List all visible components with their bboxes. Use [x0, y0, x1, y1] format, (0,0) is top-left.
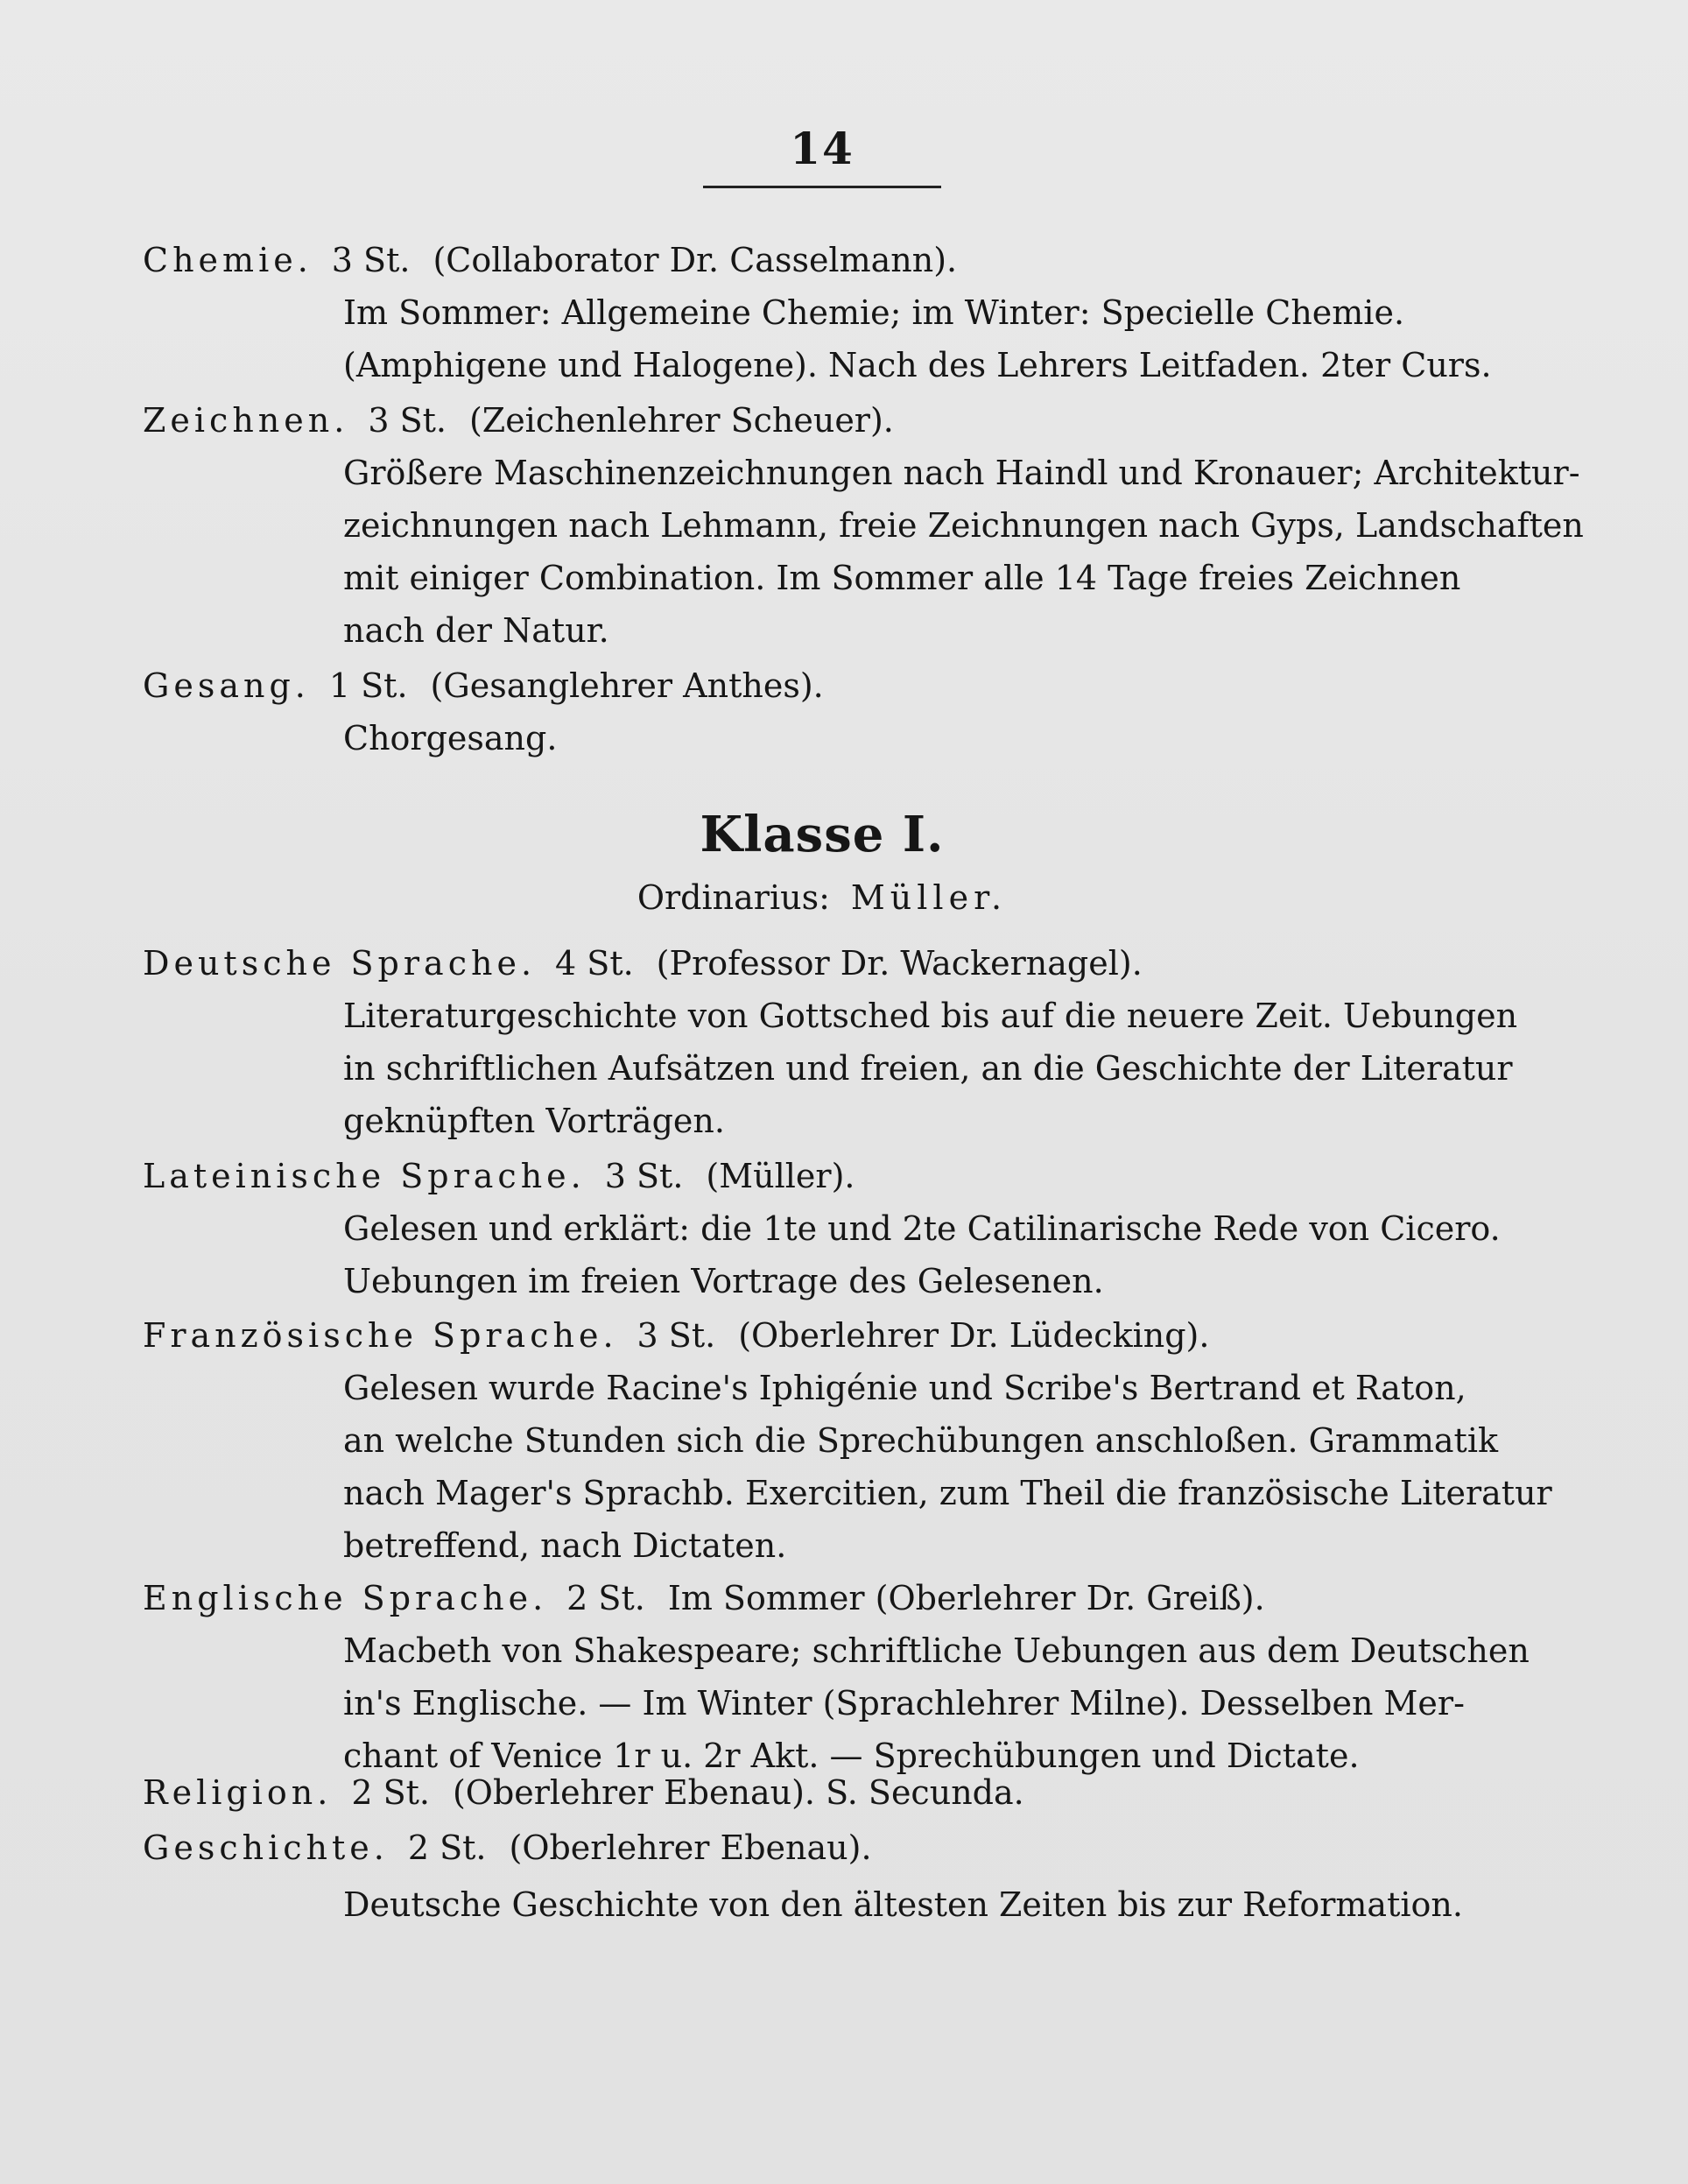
- subject-hours: 4 St.: [555, 944, 634, 983]
- text-line: nach Mager's Sprachb. Exercitien, zum Theil die französische Literatur: [343, 1474, 1552, 1512]
- subject-line-englisch: [143, 1576, 1265, 1620]
- ordinarius-label: Ordinarius:: [637, 878, 830, 917]
- subject-line-religion: [143, 1771, 1024, 1814]
- subject-teacher: Im Sommer (Oberlehrer Dr. Greiß).: [667, 1579, 1265, 1617]
- text-line: Macbeth von Shakespeare; schriftliche Uebungen aus dem Deutschen: [343, 1631, 1530, 1670]
- subject-name: Religion.: [143, 1773, 333, 1812]
- text-line: nach der Natur.: [343, 611, 609, 650]
- subject-teacher: (Oberlehrer Ebenau).: [509, 1828, 872, 1867]
- subject-line-gesang: [143, 664, 824, 708]
- text-line: Deutsche Geschichte von den ältesten Zeiten bis zur Reformation.: [343, 1885, 1463, 1924]
- subject-name: Gesang.: [143, 666, 310, 705]
- subject-line-chemie: [143, 238, 957, 282]
- text-line: chant of Venice 1r u. 2r Akt. — Sprechübungen und Dictate.: [343, 1737, 1360, 1775]
- subject-name: Zeichnen.: [143, 401, 349, 440]
- subject-name: Geschichte.: [143, 1828, 389, 1867]
- text-line: geknüpften Vorträgen.: [343, 1102, 725, 1140]
- text-line: Gelesen und erklärt: die 1te und 2te Catilinarische Rede von Cicero.: [343, 1209, 1501, 1248]
- subject-line-franzoesisch: [143, 1314, 1209, 1357]
- text-line: Gelesen wurde Racine's Iphigénie und Scribe's Bertrand et Raton,: [343, 1369, 1466, 1407]
- ordinarius-name: Müller.: [850, 878, 1008, 917]
- subject-hours: 3 St.: [604, 1157, 684, 1195]
- text-line: Uebungen im freien Vortrage des Gelesenen.: [343, 1262, 1104, 1300]
- text-line: in schriftlichen Aufsätzen und freien, an die Geschichte der Literatur: [343, 1049, 1513, 1088]
- text-line: in's Englische. — Im Winter (Sprachlehrer Milne). Desselben Mer-: [343, 1684, 1465, 1723]
- subject-teacher: (Oberlehrer Ebenau). S. Secunda.: [452, 1773, 1024, 1812]
- header-rule: [703, 186, 941, 188]
- class-heading: Klasse I.: [700, 806, 945, 863]
- subject-hours: 3 St.: [368, 401, 447, 440]
- page-number: 14: [790, 123, 855, 174]
- subject-hours: 1 St.: [328, 666, 408, 705]
- subject-hours: 3 St.: [331, 241, 411, 279]
- subject-hours: 2 St.: [566, 1579, 645, 1617]
- ordinarius-line: [0, 876, 1644, 919]
- subject-teacher: (Müller).: [706, 1157, 855, 1195]
- subject-name: Französische Sprache.: [143, 1316, 618, 1355]
- text-line: Literaturgeschichte von Gottsched bis auf die neuere Zeit. Uebungen: [343, 997, 1518, 1035]
- text-line: (Amphigene und Halogene). Nach des Lehrers Leitfaden. 2ter Curs.: [343, 346, 1492, 384]
- text-line: Größere Maschinenzeichnungen nach Haindl und Kronauer; Architektur-: [343, 454, 1580, 492]
- subject-line-deutsch: [143, 941, 1143, 985]
- subject-hours: 3 St.: [637, 1316, 716, 1355]
- subject-line-geschichte: [143, 1826, 872, 1870]
- subject-teacher: (Zeichenlehrer Scheuer).: [468, 401, 894, 440]
- subject-line-zeichnen: [143, 398, 894, 442]
- subject-teacher: (Professor Dr. Wackernagel).: [656, 944, 1143, 983]
- subject-hours: 2 St.: [351, 1773, 430, 1812]
- subject-name: Chemie.: [143, 241, 313, 279]
- subject-name: Lateinische Sprache.: [143, 1157, 586, 1195]
- subject-teacher: (Collaborator Dr. Casselmann).: [433, 241, 958, 279]
- subject-name: Deutsche Sprache.: [143, 944, 537, 983]
- text-line: mit einiger Combination. Im Sommer alle 14 Tage freies Zeichnen: [343, 559, 1461, 597]
- subject-teacher: (Gesanglehrer Anthes).: [430, 666, 824, 705]
- text-line: Chorgesang.: [343, 719, 558, 757]
- text-line: zeichnungen nach Lehmann, freie Zeichnungen nach Gyps, Landschaften: [343, 506, 1584, 545]
- text-line: Im Sommer: Allgemeine Chemie; im Winter: Specielle Chemie.: [343, 293, 1405, 332]
- subject-hours: 2 St.: [407, 1828, 487, 1867]
- text-line: betreffend, nach Dictaten.: [343, 1526, 787, 1565]
- subject-line-latein: [143, 1154, 855, 1198]
- subject-name: Englische Sprache.: [143, 1579, 548, 1617]
- text-line: an welche Stunden sich die Sprechübungen anschloßen. Grammatik: [343, 1421, 1498, 1460]
- subject-teacher: (Oberlehrer Dr. Lüdecking).: [738, 1316, 1210, 1355]
